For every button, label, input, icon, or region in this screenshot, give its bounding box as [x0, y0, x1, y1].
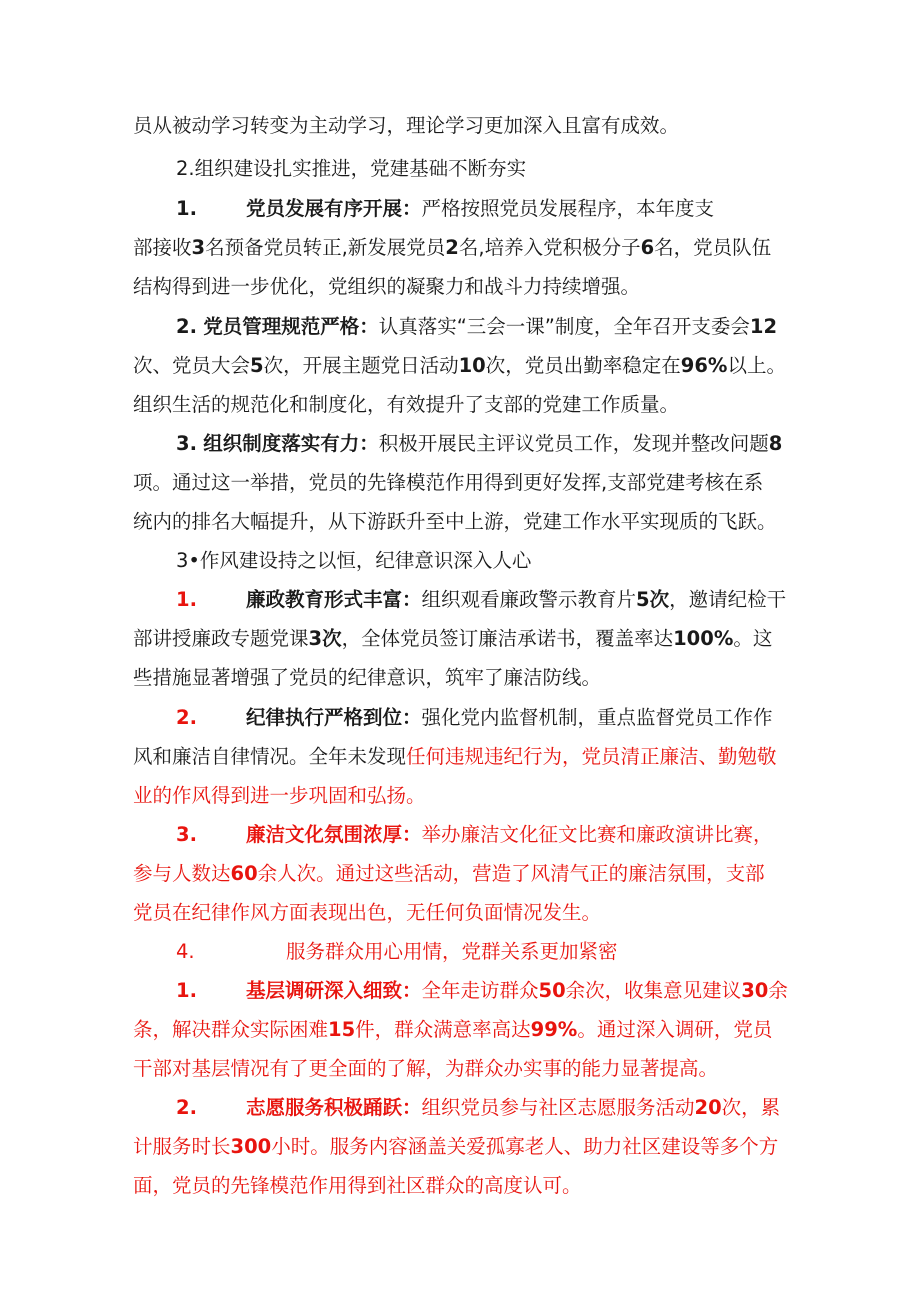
text-run: 举办廉洁文化征文比赛和廉政演讲比赛，: [421, 823, 773, 846]
text-run: 2.: [176, 706, 197, 729]
text-run: 余人次。通过这些活动，营造了风清气正的廉洁氛围，支部: [257, 862, 765, 885]
text-run: 20: [694, 1096, 722, 1119]
text-run: 基层调研深入细致：: [246, 979, 422, 1002]
text-run: 些措施显著增强了党员的纪律意识，筑牢了廉洁防线。: [133, 666, 602, 689]
text-run: 96%: [680, 354, 728, 377]
text-run: 名预备党员转正,新发展党员: [205, 236, 446, 259]
item-2-2-line-1: [176, 313, 777, 341]
section-heading-2: [176, 155, 526, 183]
text-run: 党员在纪律作风方面表现出色，无任何负面情况发生。: [133, 901, 602, 924]
text-run: 6: [640, 236, 655, 259]
item-3-2-line-3: [133, 782, 426, 810]
text-run: 名,培养入党积极分子: [458, 236, 641, 259]
text-run: 50: [538, 979, 566, 1002]
section-heading-4: [176, 938, 618, 966]
text-run: 30: [741, 979, 769, 1002]
text-run: 部接收: [133, 236, 192, 259]
text-run: 面，党员的先锋模范作用得到社区群众的高度认可。: [133, 1174, 582, 1197]
item-4-2-line-1: [176, 1094, 780, 1122]
text-run: ，邀请纪检干: [669, 588, 787, 611]
text-run: 99%: [530, 1018, 578, 1041]
section-heading-3: [176, 547, 531, 575]
text-run: 余次，收集意见建议: [565, 979, 742, 1002]
item-2-1-line-1: [176, 195, 714, 223]
item-2-3-line-1: [176, 430, 782, 458]
text-run: 党员发展有序开展：: [246, 197, 422, 220]
text-run: 小时。服务内容涵盖关爱孤寡老人、助力社区建设等多个方: [271, 1135, 779, 1158]
item-3-3-line-2: [133, 860, 765, 888]
item-3-3-line-3: [133, 899, 601, 927]
text-run: 名，党员队伍: [654, 236, 772, 259]
text-run: 3•作风建设持之以恒，纪律意识深入人心: [176, 549, 532, 572]
text-run: 全年走访群众: [421, 979, 539, 1002]
text-run: 2.组织建设扎实推进，党建基础不断夯实: [176, 157, 527, 180]
text-run: 组织生活的规范化和制度化，有效提升了支部的党建工作质量。: [133, 393, 680, 416]
item-4-2-line-2: [133, 1133, 778, 1161]
text-run: 廉洁文化氛围浓厚：: [246, 823, 422, 846]
text-run: 干部对基层情况有了更全面的了解，为群众办实事的能力显著提高。: [133, 1057, 719, 1080]
text-run: 3.: [176, 823, 197, 846]
text-run: 计服务时长: [133, 1135, 231, 1158]
text-run: 统内的排名大幅提升，从下游跃升至中上游，党建工作水平实现质的飞跃。: [133, 510, 777, 533]
text-run: 纪律执行严格到位：: [246, 706, 422, 729]
paragraph-line: [133, 112, 679, 140]
text-run: 廉政教育形式丰富：: [246, 588, 422, 611]
text-run: 余: [768, 979, 788, 1002]
item-2-2-line-2: [133, 352, 786, 380]
text-run: 1.: [176, 979, 197, 1002]
text-run: 志愿服务积极踊跃：: [246, 1096, 422, 1119]
item-3-1-line-2: [133, 625, 772, 653]
text-run: 认真落实“三会一课”制度，全年召开支委会: [378, 315, 750, 338]
text-run: 5次: [636, 588, 670, 611]
item-3-1-line-1: [176, 586, 786, 614]
text-run: 次、党员大会: [133, 354, 251, 377]
text-run: ，全体党员签订廉洁承诺书，覆盖率达: [341, 627, 674, 650]
text-run: 1.: [176, 197, 197, 220]
item-4-1-line-3: [133, 1055, 718, 1083]
text-run: 积极开展民主评议党员工作，发现并整改问题: [378, 432, 769, 455]
text-run: 12: [749, 315, 778, 338]
text-run: 件，群众满意率高达: [355, 1018, 531, 1041]
text-run: 5: [250, 354, 264, 377]
text-run: 参与人数达: [133, 862, 231, 885]
text-run: 次，党员出勤率稳定在: [485, 354, 681, 377]
text-run: 组织观看廉政警示教育片: [421, 588, 637, 611]
text-run: 风和廉洁自律情况。全年未发现: [133, 745, 407, 768]
text-run: 次，累: [721, 1096, 781, 1119]
text-run: 3次: [308, 627, 342, 650]
text-run: 强化党内监督机制，重点监督党员工作作: [421, 706, 773, 729]
text-run: 15: [328, 1018, 356, 1041]
item-2-3-line-2: [133, 469, 763, 497]
text-run: 3.: [176, 432, 197, 455]
text-run: 条，解决群众实际困难: [133, 1018, 329, 1041]
text-run: 项。通过这一举措，党员的先锋模范作用得到更好发挥,支部党建考核在系: [133, 471, 764, 494]
text-run: 党员管理规范严格：: [203, 315, 379, 338]
item-4-1-line-1: [176, 977, 788, 1005]
text-run: 10: [458, 354, 486, 377]
item-3-3-line-1: [176, 821, 773, 849]
item-4-2-line-3: [133, 1172, 582, 1200]
text-run: 60: [230, 862, 258, 885]
text-run: 严格按照党员发展程序，本年度支: [421, 197, 715, 220]
item-3-2-line-2: [133, 743, 777, 771]
item-2-1-line-3: [133, 273, 640, 301]
text-run: 员从被动学习转变为主动学习，理论学习更加深入且富有成效。: [133, 114, 680, 137]
text-run: 2.: [176, 315, 197, 338]
text-run: 2: [445, 236, 459, 259]
text-run: 组织制度落实有力：: [203, 432, 379, 455]
text-run: 。通过深入调研，党员: [577, 1018, 773, 1041]
text-run: 部讲授廉政专题党课: [133, 627, 309, 650]
item-3-2-line-1: [176, 704, 773, 732]
text-run: 100%: [673, 627, 734, 650]
item-2-1-line-2: [133, 234, 771, 262]
text-run: 。这: [733, 627, 773, 650]
item-2-2-line-3: [133, 391, 679, 419]
text-run: 次，开展主题党日活动: [263, 354, 459, 377]
text-run: 业的作风得到进一步巩固和弘扬。: [133, 784, 426, 807]
item-3-1-line-3: [133, 664, 601, 692]
text-run: 服务群众用心用情，党群关系更加紧密: [286, 940, 618, 963]
text-run: 3: [191, 236, 206, 259]
text-run: 2.: [176, 1096, 197, 1119]
text-run: 任何违规违纪行为，党员清正廉洁、勤勉敬: [406, 745, 777, 768]
text-run: 结构得到进一步优化，党组织的凝聚力和战斗力持续增强。: [133, 275, 641, 298]
text-run: 300: [230, 1135, 272, 1158]
text-run: 1.: [176, 588, 197, 611]
text-run: 以上。: [727, 354, 786, 377]
text-run: 8: [768, 432, 783, 455]
item-2-3-line-3: [133, 508, 777, 536]
text-run: 4.: [176, 940, 195, 963]
text-run: 组织党员参与社区志愿服务活动: [421, 1096, 695, 1119]
item-4-1-line-2: [133, 1016, 772, 1044]
